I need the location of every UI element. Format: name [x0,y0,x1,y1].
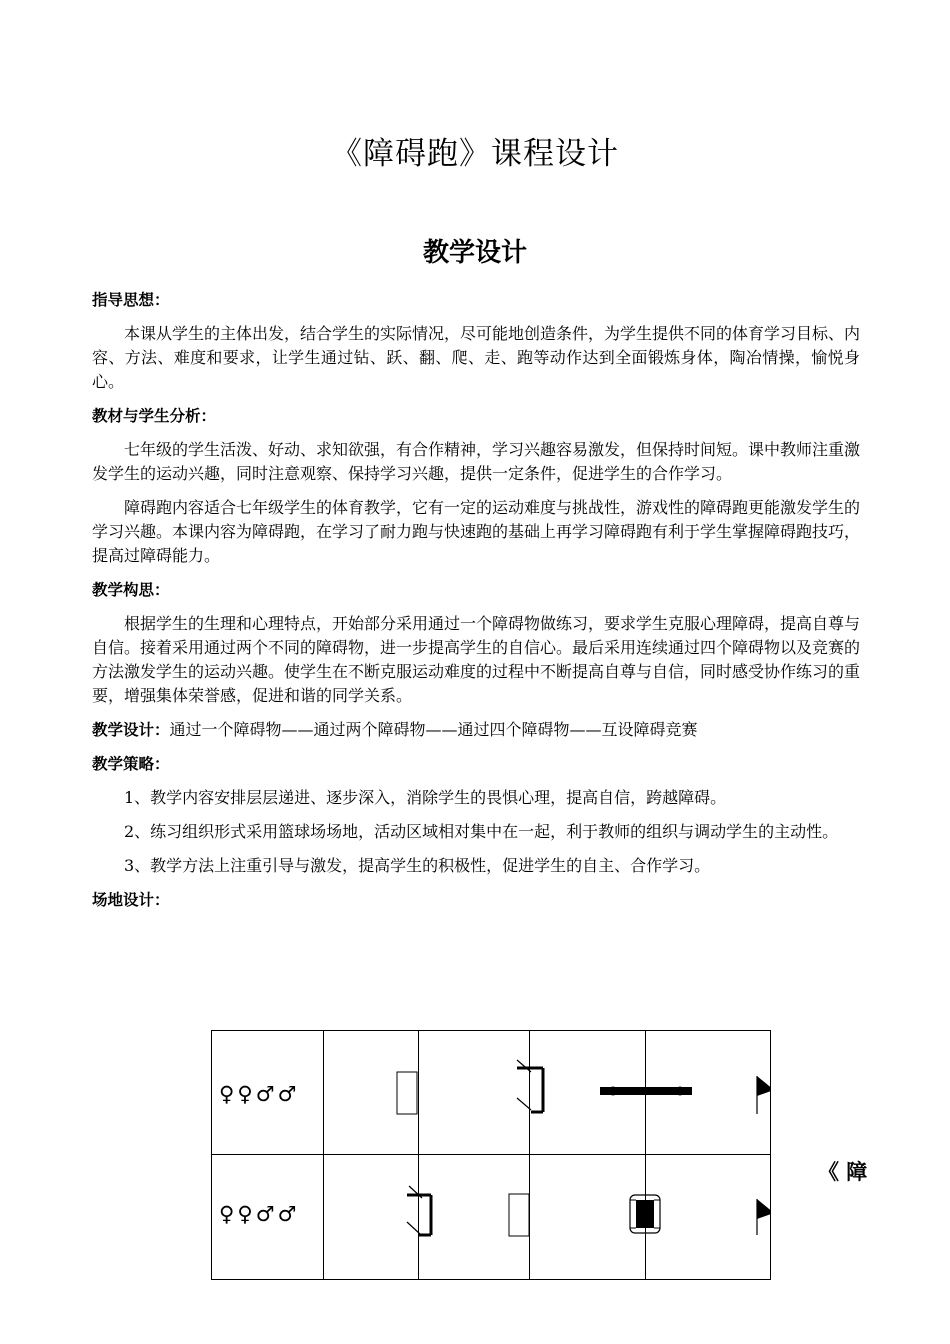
inline-text: 通过一个障碍物——通过两个障碍物——通过四个障碍物——互设障碍竞赛 [169,720,698,739]
flag-icon [757,1076,771,1114]
document-body [92,288,860,922]
students-row-1: ♀♀♂♂ [219,1082,300,1106]
vaulting-box-obstacle [630,1195,660,1233]
paragraph: 根据学生的生理和心理特点，开始部分采用通过一个障碍物做练习，要求学生克服心理障碍，提高自尊与自信。接着采用通过两个不同的障碍物，进一步提高学生的自信心。最后采用连续通过四个障碍物以及竞赛的方法激发学生的运动兴趣。使学生在不断克服运动难度的过程中不断提高自尊与自信，同时感受协作练习的重要，增强集体荣誉感，促进和谐的同学关系。 [92,614,861,705]
teaching-design-line [92,718,860,742]
paragraph: 3、教学方法上注重引导与激发，提高学生的积极性，促进学生的自主、合作学习。 [124,856,711,875]
paragraph: 1、教学内容安排层层递进、逐步深入，消除学生的畏惧心理，提高自信，跨越障碍。 [124,788,727,807]
side-fragment-text: 《 障 [818,1159,868,1184]
paragraph: 本课从学生的主体出发，结合学生的实际情况，尽可能地创造条件，为学生提供不同的体育学习目标、内容、方法、难度和要求，让学生通过钻、跃、翻、爬、走、跑等动作达到全面锻炼身体，陶冶情操，愉悦身心。 [92,324,861,391]
field-diagram [211,1030,771,1280]
document-title: 《障碍跑》课程设计 [331,136,619,172]
heading-teaching-strategy: 教学策略： [92,755,170,773]
heading-material-analysis: 教材与学生分析： [92,407,217,425]
section-title: 教学设计 [422,238,527,268]
heading-guiding-thought: 指导思想： [92,291,170,309]
paragraph: 七年级的学生活泼、好动、求知欲强，有合作精神，学习兴趣容易激发，但保持时间短。课中教师注重激发学生的运动兴趣，同时注意观察、保持学习兴趣，提供一定条件，促进学生的合作学习。 [92,440,861,483]
heading-field-design: 场地设计： [92,891,170,909]
balance-beam-obstacle [600,1087,692,1096]
paragraph: 2、练习组织形式采用篮球场场地，活动区域相对集中在一起，利于教师的组织与调动学生的主动性。 [124,822,839,841]
mat-obstacle [509,1194,529,1236]
paragraph: 障碍跑内容适合七年级学生的体育教学，它有一定的运动难度与挑战性，游戏性的障碍跑更能激发学生的学习兴趣。本课内容为障碍跑，在学习了耐力跑与快速跑的基础上再学习障碍跑有利于学生掌握障碍跑技巧，提高过障碍能力。 [92,498,861,565]
flag-icon [757,1199,771,1235]
heading-teaching-concept: 教学构思： [92,581,170,599]
inline-label: 教学设计： [92,721,170,739]
students-row-2: ♀♀♂♂ [219,1202,300,1226]
mat-obstacle [397,1072,417,1114]
